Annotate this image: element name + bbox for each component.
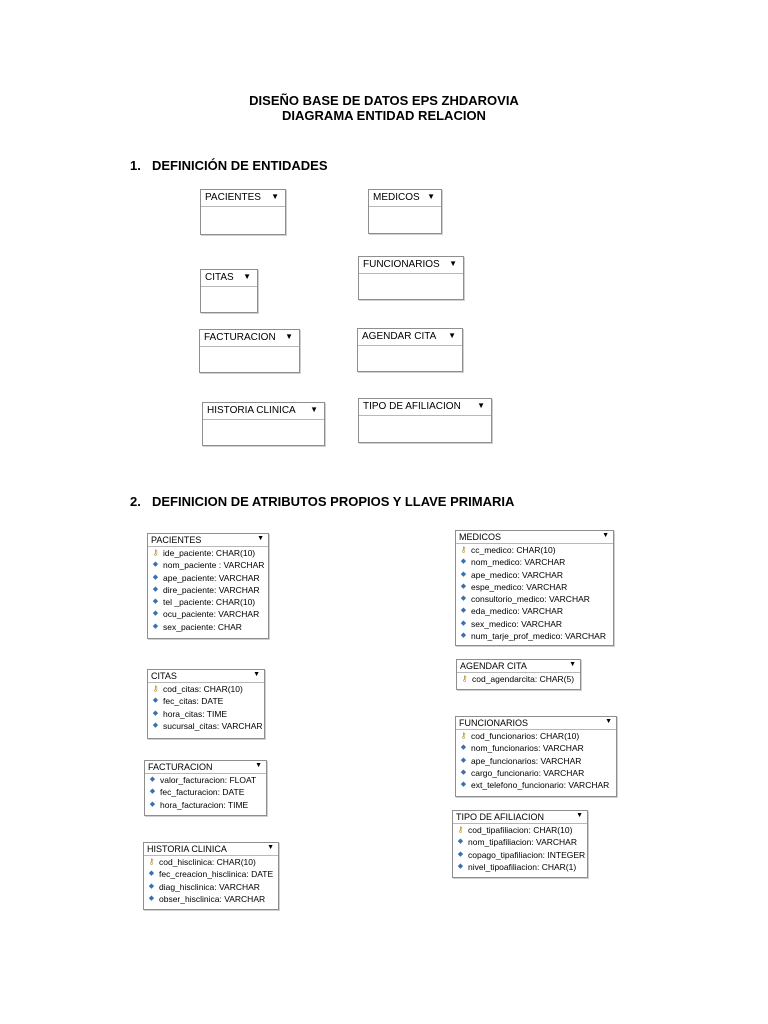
attribute-row (453, 836, 587, 848)
attribute-text: dire_paciente: VARCHAR (163, 584, 260, 595)
table-citas (147, 669, 265, 739)
attribute-text: ext_telefono_funcionario: VARCHAR (471, 780, 610, 791)
attribute-row (148, 584, 268, 596)
table-header (144, 843, 278, 856)
attribute-row (456, 730, 616, 742)
attribute-row (144, 868, 278, 880)
dropdown-arrow-icon[interactable]: ▼ (569, 661, 576, 668)
table-agendar-cita (456, 659, 581, 690)
attribute-text: copago_tipafiliacion: INTEGER (468, 849, 586, 860)
dropdown-arrow-icon[interactable]: ▼ (243, 272, 251, 281)
attribute-text: cod_tipafiliacion: CHAR(10) (468, 825, 573, 835)
diamond-icon: ◆ (460, 781, 467, 789)
dropdown-arrow-icon[interactable]: ▼ (602, 532, 609, 539)
attribute-text: espe_medico: VARCHAR (471, 581, 568, 592)
attribute-text: nom_funcionarios: VARCHAR (471, 743, 584, 754)
diamond-icon: ◆ (149, 776, 156, 783)
attribute-row (456, 581, 613, 593)
entity-name: MEDICOS (373, 192, 420, 203)
entity-box-citas (200, 269, 258, 313)
attribute-text: sucursal_citas: VARCHAR (163, 720, 263, 731)
diamond-icon: ◆ (457, 850, 464, 858)
attribute-text: cc_medico: CHAR(10) (471, 545, 556, 555)
attribute-text: ape_paciente: VARCHAR (163, 572, 260, 583)
document-subtitle: DIAGRAMA ENTIDAD RELACION (282, 108, 486, 123)
dropdown-arrow-icon[interactable]: ▼ (605, 718, 612, 725)
table-name: TIPO DE AFILIACION (456, 812, 545, 822)
diamond-icon: ◆ (460, 558, 467, 566)
diamond-icon: ◆ (460, 632, 467, 640)
diamond-icon: ◆ (460, 595, 467, 603)
diamond-icon: ◆ (460, 607, 467, 615)
table-name: AGENDAR CITA (460, 661, 527, 671)
diamond-icon: ◆ (152, 573, 159, 581)
attribute-row (148, 559, 268, 571)
entity-name: FUNCIONARIOS (363, 259, 440, 270)
dropdown-arrow-icon[interactable]: ▼ (255, 762, 262, 769)
attribute-text: obser_hisclinica: VARCHAR (159, 893, 266, 904)
attribute-text: valor_facturacion: FLOAT (160, 775, 257, 785)
attribute-text: sex_paciente: CHAR (163, 621, 242, 632)
dropdown-arrow-icon[interactable]: ▼ (477, 401, 485, 410)
diamond-icon: ◆ (148, 882, 155, 890)
key-icon: ⚷ (152, 684, 159, 693)
section-1-title: DEFINICIÓN DE ENTIDADES (152, 158, 328, 173)
attribute-text: nivel_tipoafiliacion: CHAR(1) (468, 861, 577, 872)
attribute-text: fec_facturacion: DATE (160, 787, 245, 798)
diamond-icon: ◆ (152, 721, 159, 729)
attribute-row (456, 630, 613, 642)
section-1-number: 1. (130, 158, 141, 173)
diamond-icon: ◆ (460, 768, 467, 776)
table-name: HISTORIA CLINICA (147, 844, 227, 854)
entity-name: AGENDAR CITA (362, 331, 437, 342)
table-medicos (455, 530, 614, 646)
attribute-row (457, 673, 580, 685)
entity-box-pacientes (200, 189, 286, 235)
attribute-text: cod_funcionarios: CHAR(10) (471, 731, 580, 741)
diamond-icon: ◆ (152, 585, 159, 593)
diamond-icon: ◆ (148, 870, 155, 878)
diamond-icon: ◆ (148, 894, 155, 902)
attribute-text: tel _paciente: CHAR(10) (163, 597, 256, 608)
dropdown-arrow-icon[interactable]: ▼ (449, 259, 457, 268)
attribute-row (148, 695, 264, 707)
attribute-row (456, 593, 613, 605)
diamond-icon: ◆ (152, 610, 159, 618)
key-icon: ⚷ (148, 857, 155, 866)
attribute-text: diag_hisclinica: VARCHAR (159, 881, 260, 892)
attribute-text: cod_hisclinica: CHAR(10) (159, 857, 256, 867)
attribute-row (453, 861, 587, 873)
entity-box-agendar-cita (357, 328, 463, 372)
attribute-row (456, 755, 616, 767)
attribute-row (144, 856, 278, 868)
dropdown-arrow-icon[interactable]: ▼ (285, 332, 293, 341)
table-facturacion (144, 760, 267, 816)
attribute-row (145, 774, 266, 786)
attribute-row (456, 742, 616, 754)
dropdown-arrow-icon[interactable]: ▼ (271, 192, 279, 201)
section-2-number: 2. (130, 494, 141, 509)
table-header (148, 534, 268, 547)
attribute-text: ape_medico: VARCHAR (471, 569, 563, 580)
dropdown-arrow-icon[interactable]: ▼ (448, 331, 456, 340)
key-icon: ⚷ (460, 731, 467, 740)
diamond-icon: ◆ (460, 582, 467, 590)
table-name: CITAS (151, 671, 177, 681)
table-header (456, 531, 613, 544)
diamond-icon: ◆ (460, 570, 467, 578)
attribute-text: cod_agendarcita: CHAR(5) (472, 674, 575, 684)
attribute-text: cod_citas: CHAR(10) (163, 684, 243, 694)
entity-name: HISTORIA CLINICA (207, 405, 296, 416)
attribute-row (148, 708, 264, 720)
entity-box-facturacion (199, 329, 300, 373)
attribute-text: fec_creacion_hisclinica: DATE (159, 869, 274, 880)
table-funcionarios (455, 716, 617, 797)
attribute-text: ide_paciente: CHAR(10) (163, 548, 256, 558)
table-header (457, 660, 580, 673)
attribute-row (456, 779, 616, 791)
diamond-icon: ◆ (457, 862, 464, 870)
attribute-row (144, 881, 278, 893)
section-2-title: DEFINICION DE ATRIBUTOS PROPIOS Y LLAVE PRIMARIA (152, 494, 515, 509)
attribute-text: fec_citas: DATE (163, 696, 224, 707)
entity-box-funcionarios (358, 256, 464, 300)
diamond-icon: ◆ (152, 598, 159, 606)
key-icon: ⚷ (461, 674, 468, 683)
dropdown-arrow-icon[interactable]: ▼ (310, 405, 318, 414)
attribute-row (453, 824, 587, 836)
attribute-text: consultorio_medico: VARCHAR (471, 594, 590, 605)
attribute-text: nom_tipafiliacion: VARCHAR (468, 837, 577, 848)
diamond-icon: ◆ (149, 788, 156, 796)
key-icon: ⚷ (460, 545, 467, 554)
table-header (148, 670, 264, 683)
diamond-icon: ◆ (149, 800, 156, 808)
attribute-text: ocu_paciente: VARCHAR (163, 609, 260, 620)
table-name: FUNCIONARIOS (459, 718, 529, 728)
attribute-row (148, 720, 264, 732)
document-title: DISEÑO BASE DE DATOS EPS ZHDAROVIA (249, 93, 519, 108)
attribute-text: eda_medico: VARCHAR (471, 606, 563, 617)
entity-name: TIPO DE AFILIACION (363, 401, 461, 412)
table-name: MEDICOS (459, 532, 502, 542)
attribute-row (456, 618, 613, 630)
dropdown-arrow-icon[interactable]: ▼ (257, 535, 264, 542)
section-2-heading (130, 494, 514, 509)
entity-box-medicos (368, 189, 442, 234)
attribute-row (148, 621, 268, 633)
attribute-row (148, 608, 268, 620)
attribute-row (144, 893, 278, 905)
key-icon: ⚷ (152, 548, 159, 557)
diamond-icon: ◆ (460, 744, 467, 752)
table-name: FACTURACION (148, 762, 213, 772)
entity-name: CITAS (205, 272, 234, 283)
attribute-row (148, 596, 268, 608)
attribute-row (148, 547, 268, 559)
attribute-text: nom_medico: VARCHAR (471, 557, 566, 568)
attribute-text: cargo_funcionario: VARCHAR (471, 767, 585, 778)
diamond-icon: ◆ (152, 561, 159, 569)
diamond-icon: ◆ (152, 697, 159, 705)
diamond-icon: ◆ (152, 622, 159, 630)
table-header (145, 761, 266, 774)
entity-box-tipo-de-afiliacion (358, 398, 492, 443)
dropdown-arrow-icon[interactable]: ▼ (267, 844, 274, 851)
attribute-row (456, 767, 616, 779)
dropdown-arrow-icon[interactable]: ▼ (253, 671, 260, 678)
section-1-heading (130, 158, 328, 173)
diamond-icon: ◆ (152, 709, 159, 717)
attribute-row (456, 569, 613, 581)
attribute-row (148, 683, 264, 695)
table-header (456, 717, 616, 730)
attribute-text: sex_medico: VARCHAR (471, 618, 563, 629)
table-pacientes (147, 533, 269, 639)
attribute-row (456, 544, 613, 556)
attribute-text: num_tarje_prof_medico: VARCHAR (471, 631, 606, 642)
attribute-text: nom_paciente : VARCHAR (163, 560, 265, 571)
dropdown-arrow-icon[interactable]: ▼ (427, 192, 435, 201)
attribute-text: hora_facturacion: TIME (160, 799, 249, 810)
attribute-row (145, 786, 266, 798)
attribute-row (456, 556, 613, 568)
attribute-row (453, 849, 587, 861)
entity-name: PACIENTES (205, 192, 261, 203)
attribute-text: ape_funcionarios: VARCHAR (471, 755, 582, 766)
entity-name: FACTURACION (204, 332, 276, 343)
key-icon: ⚷ (457, 825, 464, 834)
diamond-icon: ◆ (460, 619, 467, 627)
attribute-row (145, 799, 266, 811)
diamond-icon: ◆ (457, 838, 464, 846)
dropdown-arrow-icon[interactable]: ▼ (576, 812, 583, 819)
table-tipo-de-afiliacion (452, 810, 588, 878)
entity-box-historia-clinica (202, 402, 325, 446)
table-name: PACIENTES (151, 535, 202, 545)
table-historia-clinica (143, 842, 279, 910)
attribute-row (456, 605, 613, 617)
attribute-row (148, 572, 268, 584)
table-header (453, 811, 587, 824)
diamond-icon: ◆ (460, 756, 467, 764)
attribute-text: hora_citas: TIME (163, 708, 228, 719)
